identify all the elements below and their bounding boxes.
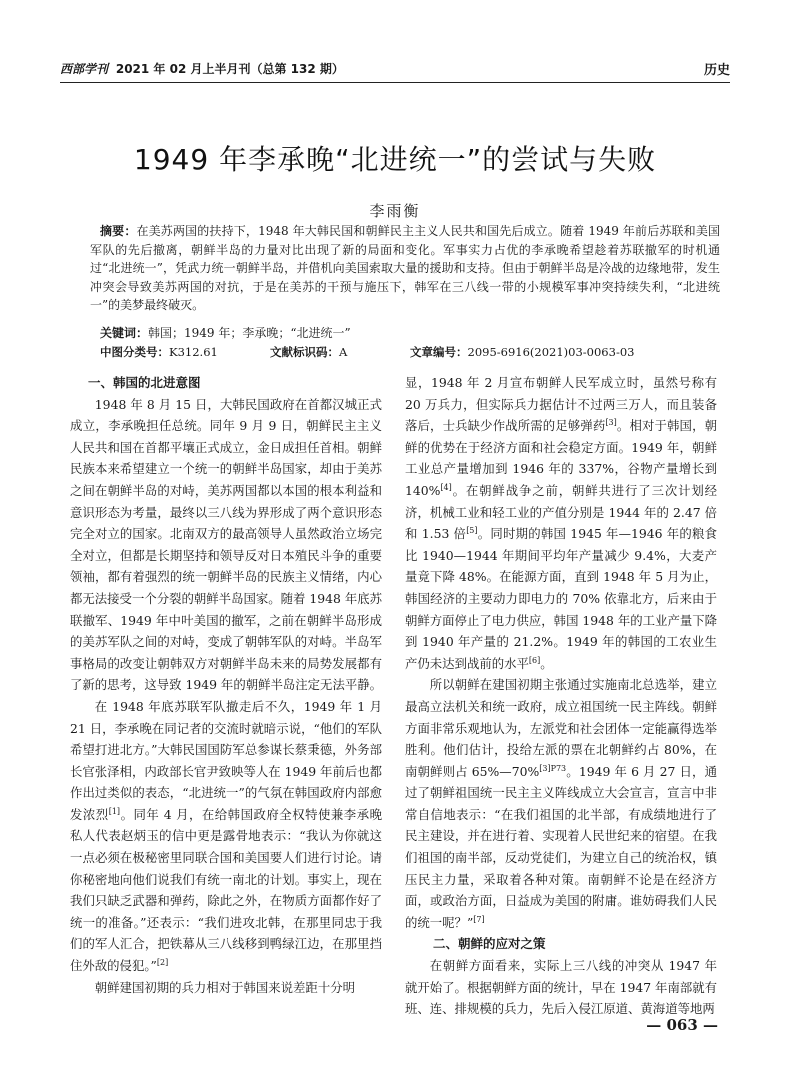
journal-name: 西部学刊 [60, 62, 109, 76]
paragraph [70, 696, 382, 977]
right-column [405, 372, 717, 1020]
doc-value: A [339, 345, 348, 359]
doc-label: 文献标识码： [270, 345, 339, 359]
paragraph-text: 所以朝鲜在建国初期主张通过实施南北总选举，建立最高立法机关和统一政府，成立祖国统一民主阵线。朝鲜方面非常乐观地认为，左派党和社会团体一定能赢得选举胜利。他们估计，投给左派的票在北朝鲜约占 80%，在南朝鲜则占 65%—70% [405, 677, 717, 779]
article-number-label: 文章编号： [410, 345, 468, 359]
article-number [410, 344, 634, 360]
page-number: — 063 — [646, 1016, 718, 1034]
abstract-label: 摘要： [100, 224, 137, 238]
paragraph-text: 。1949 年 6 月 27 日，通过了朝鲜祖国统一民主主义阵线成立大会宣言，宣言中非常自信地表示：“在我们祖国的北半部，有成绩地进行了民主建设，并在进行着、实现着人民世纪来的宿望。在我们祖国的南半部，反动党徒们，为建立自己的统治权，镇压民主力量，采取着各种对策。南朝鲜不论是在经济方面，或政治方面，日益成为美国的附庸。谁妨碍我们人民的统一呢？” [405, 763, 717, 930]
clc-label: 中图分类号： [100, 345, 169, 359]
citation: [5] [466, 526, 478, 536]
running-header [60, 56, 730, 83]
section-heading-1: 一、韩国的北进意图 [88, 375, 201, 390]
paragraph [405, 372, 717, 674]
article-title: 1949 年李承晚“北进统一”的尝试与失败 [133, 143, 657, 176]
keywords-label: 关键词： [100, 326, 149, 340]
section-heading-2: 二、朝鲜的应对之策 [433, 936, 546, 952]
left-column [70, 372, 382, 998]
article-author: 李雨衡 [369, 202, 421, 220]
citation: [3] [605, 418, 617, 428]
paragraph-text: 。在朝鲜战争之前，朝鲜共进行了三次计划经济，机械工业和轻工业的产值分别是 1944 年的 2.47 倍和 1.53 倍 [405, 482, 717, 542]
citation: [3]P73 [539, 763, 567, 773]
section-label: 历史 [703, 63, 730, 78]
journal-info [60, 60, 344, 77]
abstract [90, 222, 720, 315]
paragraph: 在朝鲜方面看来，实际上三八线的冲突从 1947 年就开始了。根据朝鲜方面的统计，早在 1947 年南部就有班、连、排规模的兵力，先后入侵江原道、黄海道等地两 [405, 958, 718, 1017]
abstract-text: 在美苏两国的扶持下，1948 年大韩民国和朝鲜民主主义人民共和国先后成立。随着 1949 年前后苏联和美国军队的先后撤离，朝鲜半岛的力量对比出现了新的局面和变化。军事实力占优的李承晚希望趁着苏联撤军的时机通过“北进统一”，凭武力统一朝鲜半岛，并借机向美国索取大量的援助和支持。但由于朝鲜半岛是冷战的边缘地带，发生冲突会导致美苏两国的对抗，于是在美苏的干预与施压下，韩军在三八线一带的小规模军事冲突持续失利，“北进统一”的美梦最终破灭。 [90, 224, 720, 313]
paragraph [405, 674, 717, 933]
paragraph-text: 。同年 4 月，在给韩国政府全权特使兼李承晚私人代表赵炳玉的信中更是露骨地表示：“我认为你就这一点必须在极秘密里同联合国和美国要人们进行讨论。请你秘密地向他们说我们有统一南北的计划。事实上，现在我们只缺乏武器和弹药，除此之外，在物质方面都作好了统一的准备。”还表示：“我们进攻北韩，在那里同忠于我们的军人汇合，把铁幕从三八线移到鸭绿江边，在那里挡住外敌的侵犯。” [70, 806, 383, 974]
paragraph-text: 。相对于韩国，朝鲜的优势在于经济方面和社会稳定方面。1949 年，朝鲜工业总产量增加到 1946 年的 337%，谷物产量增长到 140% [405, 418, 717, 498]
citation: [7] [473, 914, 485, 924]
citation: [6] [528, 655, 541, 665]
paragraph-text: 。同时期的韩国 1945 年—1946 年的粮食比 1940—1944 年期间平均年产量减少 9.4%，大麦产量竟下降 48%。在能源方面，直到 1948 年 5 月为止，韩国经济的主要动力即电力的 70% 依靠北方，后来由于朝鲜方面停止了电力供应，韩国 1948 年的工业产量下降到 1940 年产量的 21.2%。1949 年的韩国的工农业生产仍未达到战前的水平 [405, 526, 718, 671]
paragraph-text: 在 1948 年底苏联军队撤走后不久，1949 年 1 月 21 日，李承晚在同记者的交流时就暗示说，“他们的军队希望打进北方。”大韩民国国防军总参谋长蔡秉德，外务部长官张泽相，内政部长官尹致映等人在 1949 年前后也都作出过类似的表态，“北进统一”的气氛在韩国政府内部愈发浓烈 [70, 698, 383, 822]
article-number-value: 2095-6916(2021)03-0063-03 [467, 345, 635, 359]
clc-code [100, 344, 218, 360]
citation: [1] [108, 806, 121, 816]
paragraph: 1948 年 8 月 15 日，大韩民国政府在首都汉城正式成立，李承晚担任总统。同年 9 月 9 日，朝鲜民主主义人民共和国在首都平壤正式成立，金日成担任首相。朝鲜民族本来希望建立一个统一的朝鲜半岛国家，却由于美苏之间在朝鲜半岛的对峙，美苏两国都以本国的根本利益和意识形态为考量，最终以三八线为界形成了两个意识形态完全对立的国家。北南双方的最高领导人虽然政治立场完全对立，但都是长期坚持和领导反对日本殖民斗争的重要领袖，都有着强烈的统一朝鲜半岛的民族主义情绪，内心都无法接受一个分裂的朝鲜半岛国家。随着 1948 年底苏联撤军、1949 年中叶美国的撤军，之前在朝鲜半岛形成的美苏军队之间的对峙，变成了朝韩军队的对峙。半岛军事格局的改变让朝韩双方对朝鲜半岛未来的局势发展都有了新的思考，这导致 1949 年的朝鲜半岛注定无法平静。 [70, 396, 383, 693]
paragraph-text: 。 [540, 655, 553, 671]
keywords [100, 324, 720, 341]
citation: [2] [156, 958, 169, 968]
doc-code [270, 344, 347, 360]
paragraph-text: 显，1948 年 2 月宣布朝鲜人民军成立时，虽然号称有 20 万兵力，但实际兵力据估计不过两三万人，而且装备落后，士兵缺少作战所需的足够弹药 [405, 375, 717, 434]
issue-info: 2021 年 02 月上半月刊（总第 132 期） [115, 62, 344, 76]
citation: [4] [440, 482, 452, 492]
keywords-text: 韩国；1949 年；李承晚；“北进统一” [148, 326, 351, 340]
clc-value: K312.61 [169, 345, 218, 359]
paragraph: 朝鲜建国初期的兵力相对于韩国来说差距十分明 [94, 979, 355, 995]
